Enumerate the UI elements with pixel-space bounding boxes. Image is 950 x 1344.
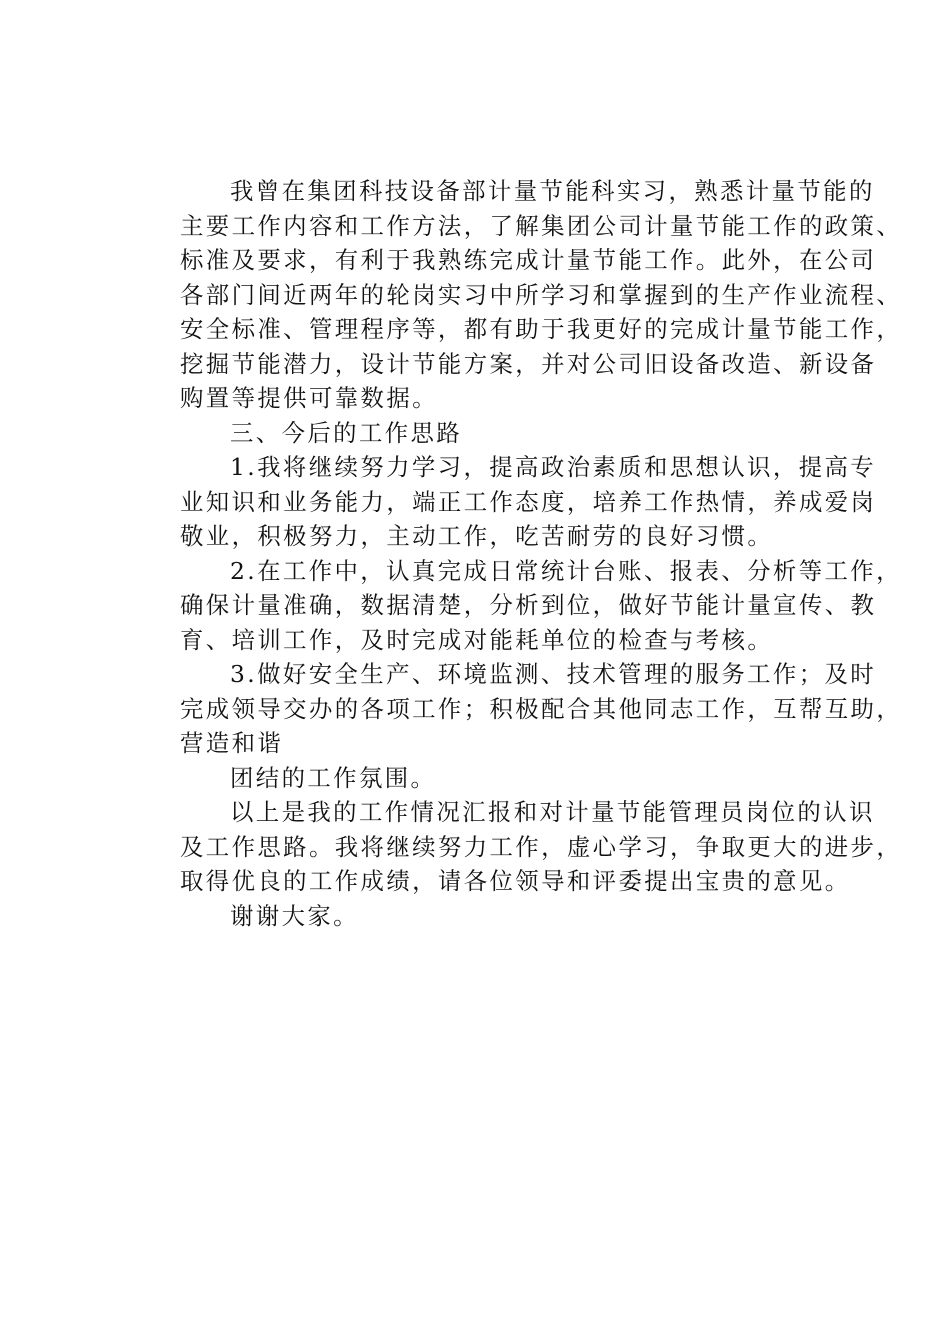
heading-text: 三、今后的工作思路 — [230, 418, 463, 447]
text-line: 取得优良的工作成绩，请各位领导和评委提出宝贵的意见。 — [180, 867, 851, 895]
text-line: 挖掘节能潜力，设计节能方案，并对公司旧设备改造、新设备 — [180, 349, 877, 378]
text-line: 育、培训工作，及时完成对能耗单位的检查与考核。 — [180, 625, 774, 654]
text-line: 我曾在集团科技设备部计量节能科实习，熟悉计量节能的 — [230, 177, 875, 205]
text-line: 团结的工作氛围。 — [230, 763, 437, 792]
text-line: 营造和谐 — [180, 729, 284, 757]
text-line: 各部门间近两年的轮岗实习中所学习和掌握到的生产作业流程、 — [180, 280, 903, 309]
text-line: 及工作思路。我将继续努力工作，虚心学习，争取更大的进步， — [180, 832, 903, 861]
paragraph-intro — [130, 174, 903, 416]
text-line: 标准及要求，有利于我熟练完成计量节能工作。此外，在公司 — [180, 246, 877, 274]
text-line: 购置等提供可靠数据。 — [180, 384, 438, 412]
text-line: 2.在工作中，认真完成日常统计台账、报表、分析等工作， — [230, 556, 902, 585]
text-line: 完成领导交办的各项工作；积极配合其他同志工作，互帮互助， — [180, 694, 903, 723]
text-line: 敬业，积极努力，主动工作，吃苦耐劳的良好习惯。 — [180, 522, 774, 550]
text-line: 谢谢大家。 — [230, 901, 359, 930]
text-line: 主要工作内容和工作方法，了解集团公司计量节能工作的政策、 — [180, 211, 903, 240]
list-item-3 — [130, 657, 903, 761]
list-item-3-continuation — [130, 761, 842, 796]
paragraph-closing — [130, 795, 903, 899]
text-line: 1.我将继续努力学习，提高政治素质和思想认识，提高专 — [230, 453, 877, 481]
list-item-1 — [130, 450, 877, 554]
text-line: 确保计量准确，数据清楚，分析到位，做好节能计量宣传、教 — [180, 591, 877, 619]
section-heading — [130, 416, 842, 451]
text-line: 3.做好安全生产、环境监测、技术管理的服务工作；及时 — [230, 660, 877, 688]
document-body — [130, 174, 903, 933]
text-line: 安全标准、管理程序等，都有助于我更好的完成计量节能工作， — [180, 315, 903, 343]
list-item-2 — [130, 554, 902, 658]
text-line: 业知识和业务能力，端正工作态度，培养工作热情，养成爱岗 — [180, 487, 877, 516]
text-line: 以上是我的工作情况汇报和对计量节能管理员岗位的认识 — [230, 798, 875, 826]
paragraph-thanks — [130, 899, 842, 934]
